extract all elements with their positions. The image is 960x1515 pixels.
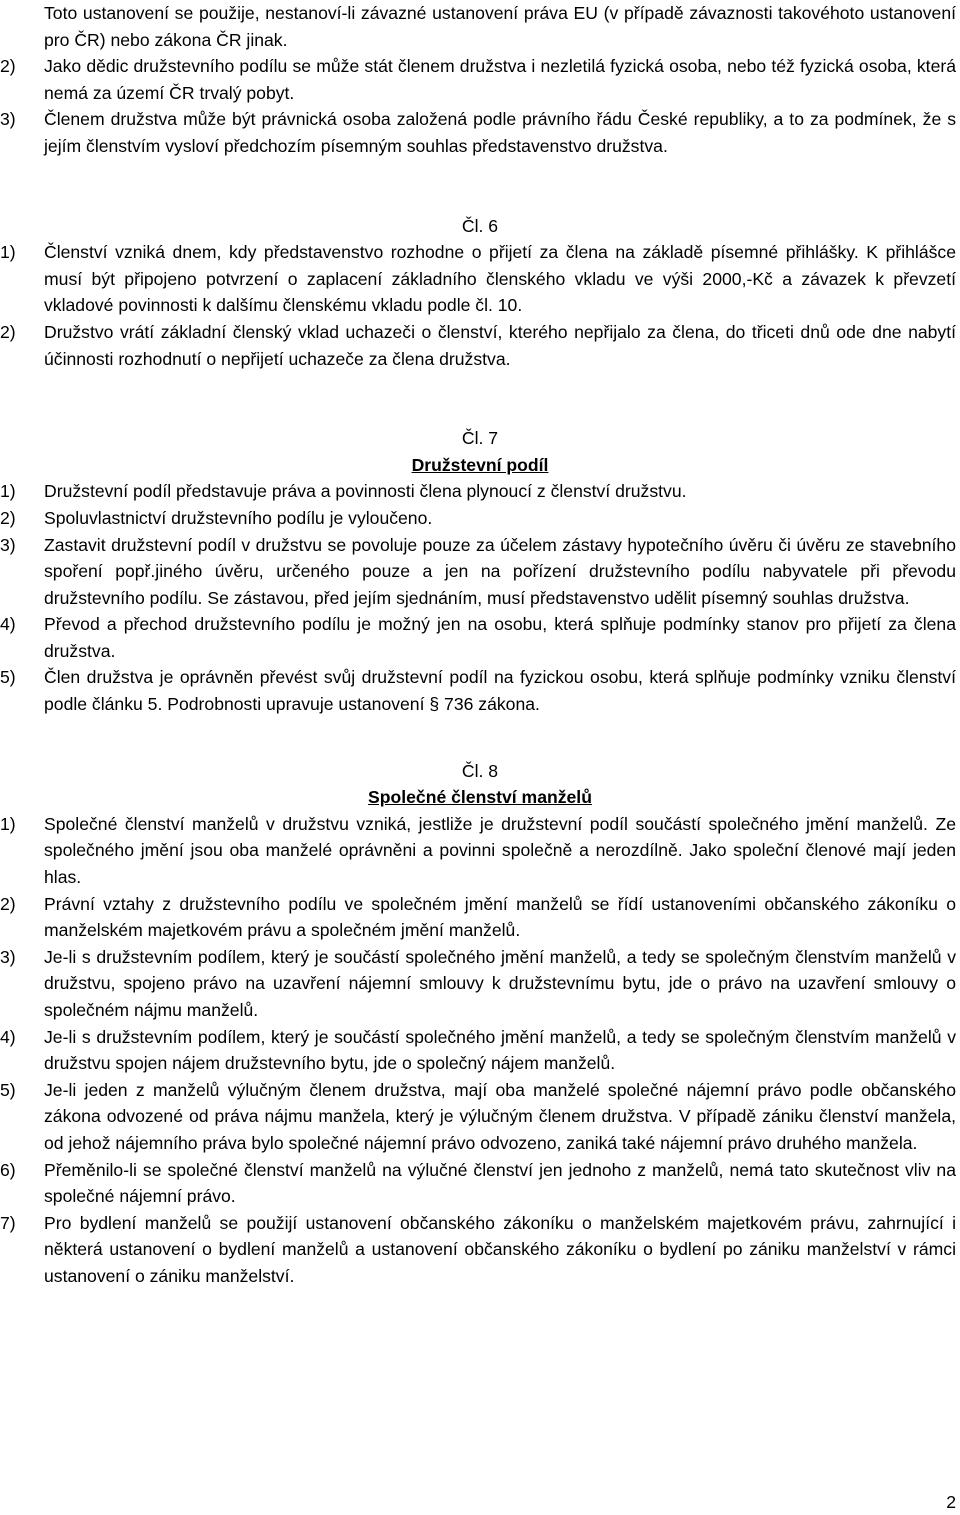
item-text: Jako dědic družstevního podílu se může stát členem družstva i nezletilá fyzická osoba, nebo též fyzická osoba, která nemá za území ČR trvalý pobyt. <box>44 56 956 103</box>
list-item <box>0 1157 956 1210</box>
list-item <box>0 1210 956 1290</box>
list-item <box>0 53 956 106</box>
article-8-title: Společné členství manželů <box>368 787 592 808</box>
item-text: Je-li s družstevním podílem, který je součástí společného jmění manželů, a tedy se společným členstvím manželů v družstvu, spojeno právo na uzavření nájemní smlouvy k družstevnímu bytu, jde o právo na uzavření smlouvy o společném nájmu manželů. <box>44 946 956 1020</box>
item-text: Zastavit družstevní podíl v družstvu se povoluje pouze za účelem zástavy hypotečního úvěru či úvěru ze stavebního spoření popř.jiného úvěru, určeného pouze a jen na pořízení družstevního podílu nabyvatele při převodu družstevního podílu. Se zástavou, před jejím sjednáním, musí představenstvo udělit písemný souhlas družstva. <box>44 534 956 608</box>
item-text: Členem družstva může být právnická osoba založená podle právního řádu České republiky, a to za podmínek, že s jejím členstvím vysloví předchozím písemným souhlas představenstvo družstva. <box>44 109 956 156</box>
spacer <box>0 160 960 213</box>
list-item <box>0 891 956 944</box>
item-number: 5) <box>0 1079 16 1100</box>
item-text: Spoluvlastnictví družstevního podílu je vyloučeno. <box>44 507 433 528</box>
article-6-heading: Čl. 6 <box>461 215 499 236</box>
list-item <box>0 944 956 1024</box>
list-item <box>0 1024 956 1077</box>
item-number: 3) <box>0 946 16 967</box>
item-number: 7) <box>0 1212 16 1233</box>
list-item <box>0 811 956 891</box>
item-number: 3) <box>0 534 16 555</box>
page-number: 2 <box>946 1492 956 1512</box>
item-text: Členství vzniká dnem, kdy představenstvo rozhodne o přijetí za člena na základě písemné přihlášky. K přihlášce musí být připojeno potvrzení o zaplacení základního členského vkladu ve výši 2000,-Kč a závazek k převzetí vkladové povinnosti k dalšímu členskému vkladu podle čl. 10. <box>44 242 956 316</box>
item-number: 2) <box>0 893 16 914</box>
list-item <box>0 478 956 505</box>
item-number: 4) <box>0 614 16 635</box>
item-number: 1) <box>0 813 16 834</box>
list-item <box>0 505 956 532</box>
item-number: 3) <box>0 109 16 130</box>
item-number: 2) <box>0 321 16 342</box>
item-text: Přeměnilo-li se společné členství manželů na výlučné členství jen jednoho z manželů, nemá tato skutečnost vliv na společné nájemní právo. <box>44 1159 956 1207</box>
intro-paragraph: Toto ustanovení se použije, nestanoví-li závazné ustanovení práva EU (v případě závaznosti takovéhoto ustanovení pro ČR) nebo zákona ČR jinak. <box>44 3 956 50</box>
item-number: 2) <box>0 56 16 77</box>
list-item <box>0 532 956 612</box>
item-text: Společné členství manželů v družstvu vzniká, jestliže je družstevní podíl součástí společného jmění manželů. Ze společného jmění jsou oba manželé oprávněni a povinni společně a nerozdílně. Jako společní členové mají jeden hlas. <box>44 813 956 888</box>
item-number: 4) <box>0 1026 16 1047</box>
item-text: Je-li jeden z manželů výlučným členem družstva, mají oba manželé společné nájemní právo podle občanského zákona odvozené od práva nájmu manžela, který je výlučným členem družstva. V případě zániku členství manžela, od jehož nájemního práva bylo společné nájemní právo odvozeno, zaniká také nájemní právo druhého manžela. <box>44 1079 956 1153</box>
item-text: Družstvo vrátí základní členský vklad uchazeči o členství, kterého nepřijalo za člena, do třiceti dnů ode dne nabytí účinnosti rozhodnutí o nepřijetí uchazeče za člena družstva. <box>44 321 956 369</box>
spacer <box>0 718 960 758</box>
article-7-heading: Čl. 7 <box>461 428 499 449</box>
item-number: 2) <box>0 507 16 528</box>
item-number: 6) <box>0 1159 16 1180</box>
spacer <box>0 372 960 425</box>
list-item <box>0 319 956 372</box>
item-text: Právní vztahy z družstevního podílu ve společném jmění manželů se řídí ustanoveními občanského zákoníku o manželském majetkovém právu a společném jmění manželů. <box>44 893 956 941</box>
list-item <box>0 1077 956 1157</box>
list-item <box>0 239 956 319</box>
item-text: Družstevní podíl představuje práva a povinnosti člena plynoucí z členství družstvu. <box>44 481 687 502</box>
item-number: 5) <box>0 667 16 688</box>
item-number: 1) <box>0 481 16 502</box>
item-text: Pro bydlení manželů se použijí ustanovení občanského zákoníku o manželském majetkovém právu, zahrnující i některá ustanovení o bydlení manželů a ustanovení občanského zákoníku o bydlení po zániku manželství v rámci ustanovení o zániku manželství. <box>44 1212 956 1286</box>
article-7-title: Družstevní podíl <box>411 454 549 475</box>
item-text: Člen družstva je oprávněn převést svůj družstevní podíl na fyzickou osobu, která splňuje podmínky vzniku členství podle článku 5. Podrobnosti upravuje ustanovení § 736 zákona. <box>44 667 956 715</box>
list-item <box>0 106 956 159</box>
article-8-heading: Čl. 8 <box>461 760 499 781</box>
item-number: 1) <box>0 242 16 263</box>
list-item <box>0 611 956 664</box>
item-text: Je-li s družstevním podílem, který je součástí společného jmění manželů, a tedy se společným členstvím manželů v družstvu spojen nájem družstevního bytu, jde o společný nájem manželů. <box>44 1026 956 1074</box>
list-item <box>0 664 956 717</box>
item-text: Převod a přechod družstevního podílu je možný jen na osobu, která splňuje podmínky stanov pro přijetí za člena družstva. <box>44 614 956 661</box>
